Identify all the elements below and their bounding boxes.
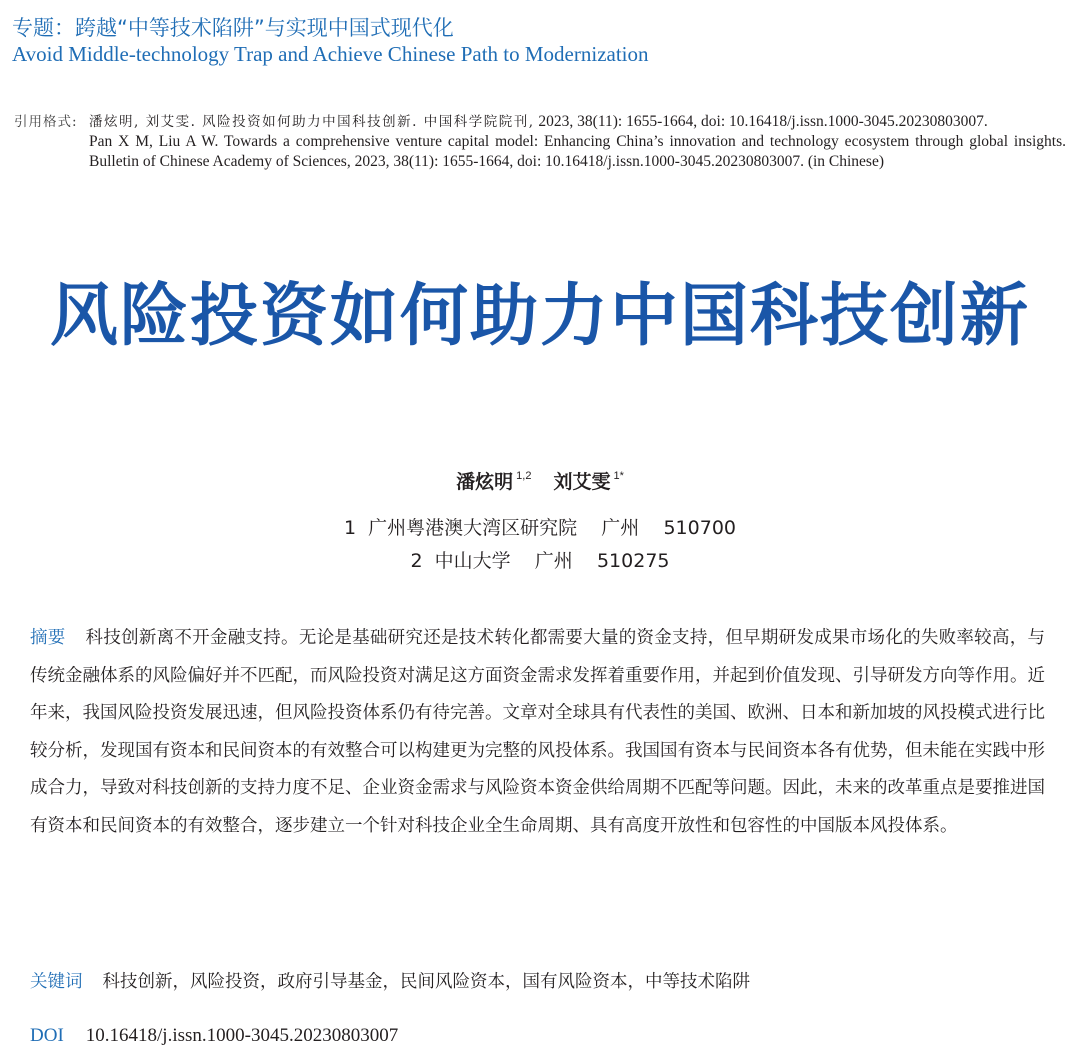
author-affiliation-marker: 1*	[613, 470, 624, 482]
author-1	[456, 471, 531, 493]
citation-zh-main: 潘炫明, 刘艾雯. 风险投资如何助力中国科技创新. 中国科学院院刊,	[89, 114, 535, 130]
special-topic-title-en: Avoid Middle-technology Trap and Achieve Chinese Path to Modernization	[12, 42, 649, 66]
special-topic-title-zh: 专题：跨越“中等技术陷阱”与实现中国式现代化	[12, 16, 454, 40]
abstract-text: 科技创新离不开金融支持。无论是基础研究还是技术转化都需要大量的资金支持，但早期研发成果市场化的失败率较高，与传统金融体系的风险偏好并不匹配，而风险投资对满足这方面资金需求发挥着重要作用，并起到价值发现、引导研发方向等作用。近年来，我国风险投资发展迅速，但风险投资体系仍有待完善。文章对全球具有代表性的美国、欧洲、日本和新加坡的风投模式进行比较分析，发现国有资本和民间资本的有效整合可以构建更为完整的风投体系。我国国有资本与民间资本各有优势，但未能在实践中形成合力，导致对科技创新的支持力度不足、企业资金需求与风险资本资金供给周期不匹配等问题。因此，未来的改革重点是要推进国有资本和民间资本的有效整合，逐步建立一个针对科技企业全生命周期、具有高度开放性和包容性的中国版本风投体系。	[30, 628, 1045, 836]
author-list	[0, 467, 1080, 494]
author-name: 刘艾雯	[553, 471, 611, 493]
citation-zh	[89, 112, 1066, 132]
abstract-label: 摘要	[30, 628, 66, 648]
keywords	[30, 968, 1045, 993]
affiliation-2: 2 中山大学 广州 510275	[410, 550, 670, 572]
article-title: 风险投资如何助力中国科技创新	[49, 277, 1030, 356]
citation-block	[14, 112, 1066, 172]
author-2	[553, 471, 623, 493]
author-affiliation-marker: 1,2	[516, 470, 532, 482]
author-name: 潘炫明	[456, 471, 514, 493]
citation-en: Pan X M, Liu A W. Towards a comprehensive venture capital model: Enhancing China’s innovation and technology ecosystem through global insights. Bulletin of Chinese Academy of Sciences, 2023, 38(11): 1655-1664, doi: 10.16418/j.issn.1000-3045.20230803007. (in Chinese)	[89, 133, 1066, 170]
abstract	[30, 620, 1045, 846]
affiliation-1: 1 广州粤港澳大湾区研究院 广州 510700	[343, 517, 736, 539]
keywords-label: 关键词	[30, 972, 83, 992]
doi-label: DOI	[30, 1025, 64, 1046]
doi-value: 10.16418/j.issn.1000-3045.20230803007	[85, 1025, 399, 1046]
doi	[30, 1025, 398, 1047]
citation-zh-tail: 2023, 38(11): 1655-1664, doi: 10.16418/j.issn.1000-3045.20230803007.	[534, 113, 988, 130]
citation-label: 引用格式:	[14, 114, 78, 130]
keywords-text: 科技创新，风险投资，政府引导基金，民间风险资本，国有风险资本，中等技术陷阱	[102, 972, 750, 992]
